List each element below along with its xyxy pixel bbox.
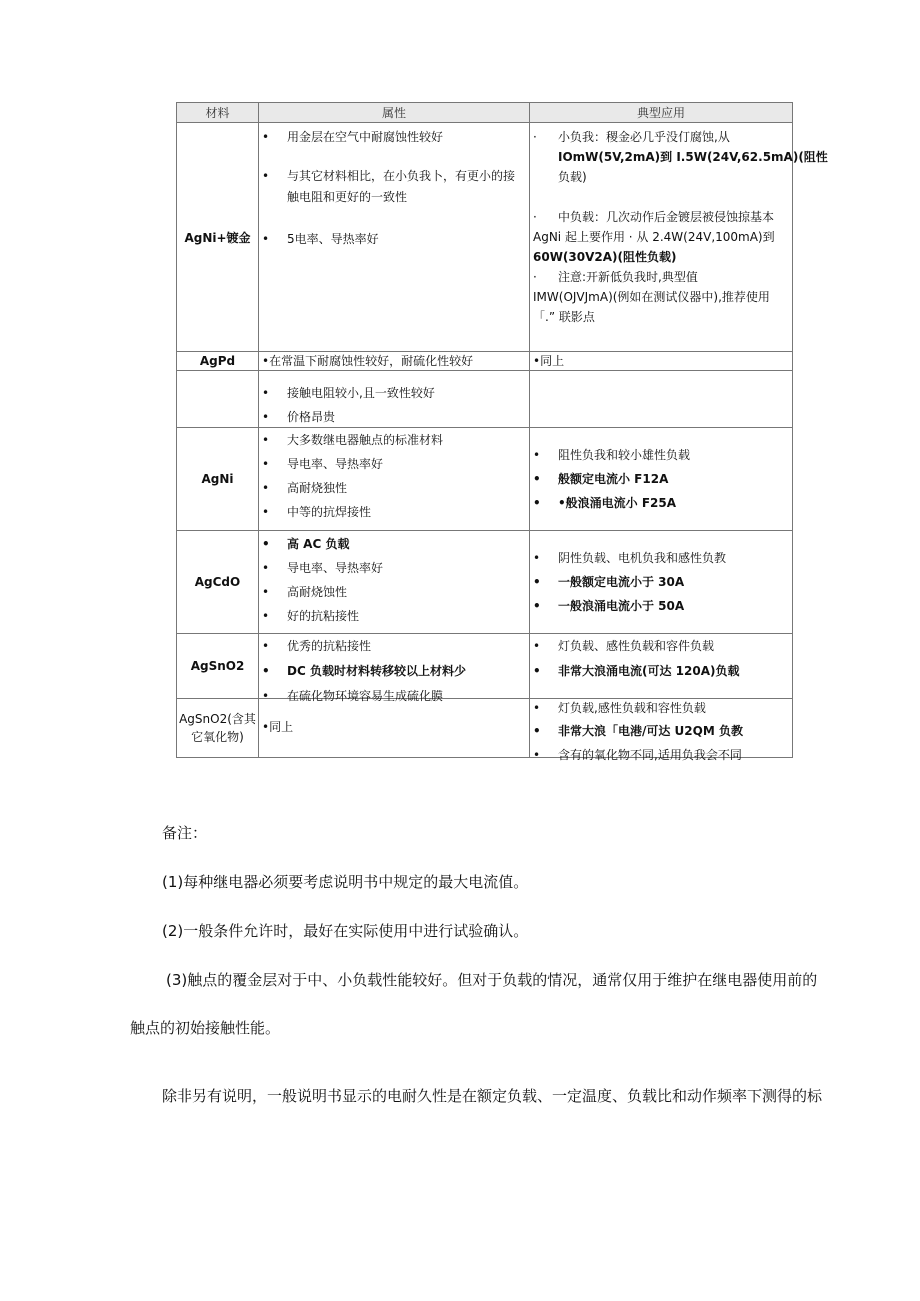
applications-cell: •同上 — [530, 352, 793, 371]
header-applications: 典型应用 — [530, 103, 793, 123]
material-cell: AgSnO2 — [177, 634, 259, 699]
properties-cell: • 大多数继电器触点的标准材料 • 导电率、导热率好 • 高耐烧独性 • 中等的抗焊接性 — [259, 428, 530, 531]
table-header-row — [177, 103, 793, 123]
properties-cell: •同上 — [259, 699, 530, 758]
table-row — [177, 352, 793, 371]
note-item: (1)每种继电器必须要考虑说明书中规定的最大电流值。 — [162, 873, 529, 891]
table-row — [177, 699, 793, 758]
applications-cell: • 阴性负载、电机负我和感性负教 • 一般额定电流小于 30A • 一般浪涌电流小于 50A — [530, 531, 793, 634]
closing-paragraph: 除非另有说明，一般说明书显示的电耐久性是在额定负载、一定温度、负载比和动作频率下测得的标 — [162, 1087, 823, 1105]
table-row — [177, 531, 793, 634]
table-row — [177, 123, 793, 352]
contact-material-table — [176, 102, 828, 762]
applications-cell: · 小负我：稷金必几乎没仃腐蚀,从 IOmW(5V,2mA)到 I.5W(24V,62.5mA)(阻性 负载) · 中负载：几次动作后金镀层被侵蚀掠基本 AgNi 起上要作用 · 从 2.4W(24V,100mA)到 60W(30V2A)(阻性负载) · 注意:开新低负我时,典型值 IMW(OJVJmA)(例如在测试仪器中),推荐使用 「.” 联影点 — [530, 123, 793, 352]
applications-cell: • 阻性负我和较小雄性负载 • 般额定电流小 F12A • •般浪涌电流小 F25A — [530, 428, 793, 531]
applications-cell — [530, 371, 793, 428]
note-item: (2)一般条件允许时，最好在实际使用中进行试验确认。 — [162, 922, 529, 940]
applications-cell: • 灯负载、感性负载和容件负载 • 非常大浪涌电流(可达 120A)负载 — [530, 634, 793, 699]
material-cell: AgSnO2(含其它氧化物) — [177, 699, 259, 758]
material-cell: AgNi+镀金 — [177, 123, 259, 352]
material-cell: AgCdO — [177, 531, 259, 634]
material-cell — [177, 371, 259, 428]
properties-cell: • 优秀的抗粘接性 • DC 负载时材料转移较以上材料少 • 在硫化物环境容易生成硫化膜 — [259, 634, 530, 699]
material-cell: AgPd — [177, 352, 259, 371]
properties-cell: •在常温下耐腐蚀性较好，耐硫化性较好 — [259, 352, 530, 371]
note-item: 触点的初始接触性能。 — [130, 1019, 281, 1037]
material-cell: AgNi — [177, 428, 259, 531]
table-row — [177, 428, 793, 531]
note-item: (3)触点的覆金层对于中、小负载性能较好。但对于负载的情况，通常仅用于维护在继电器使用前的 — [166, 971, 818, 989]
properties-cell: • 高 AC 负载 • 导电率、导热率好 • 高耐烧蚀性 • 好的抗粘接性 — [259, 531, 530, 634]
notes-heading: 备注： — [162, 824, 208, 842]
table-row — [177, 634, 793, 699]
properties-cell: • 接触电阻较小,且一致性较好 • 价格昂贵 — [259, 371, 530, 428]
header-material: 材料 — [177, 103, 259, 123]
header-properties: 属性 — [259, 103, 530, 123]
applications-cell: • 灯负载,感性负载和容性负载 • 非常大浪「电港/可达 U2QM 负教 • 含有的氧化物不同,适用负我会不同 — [530, 699, 793, 758]
table-row — [177, 371, 793, 428]
properties-cell: • 用金层在空气中耐腐蚀性较好 • 与其它材料相比，在小负我卜，有更小的接 触电阻和更好的一致性 • 5电率、导热率好 — [259, 123, 530, 352]
